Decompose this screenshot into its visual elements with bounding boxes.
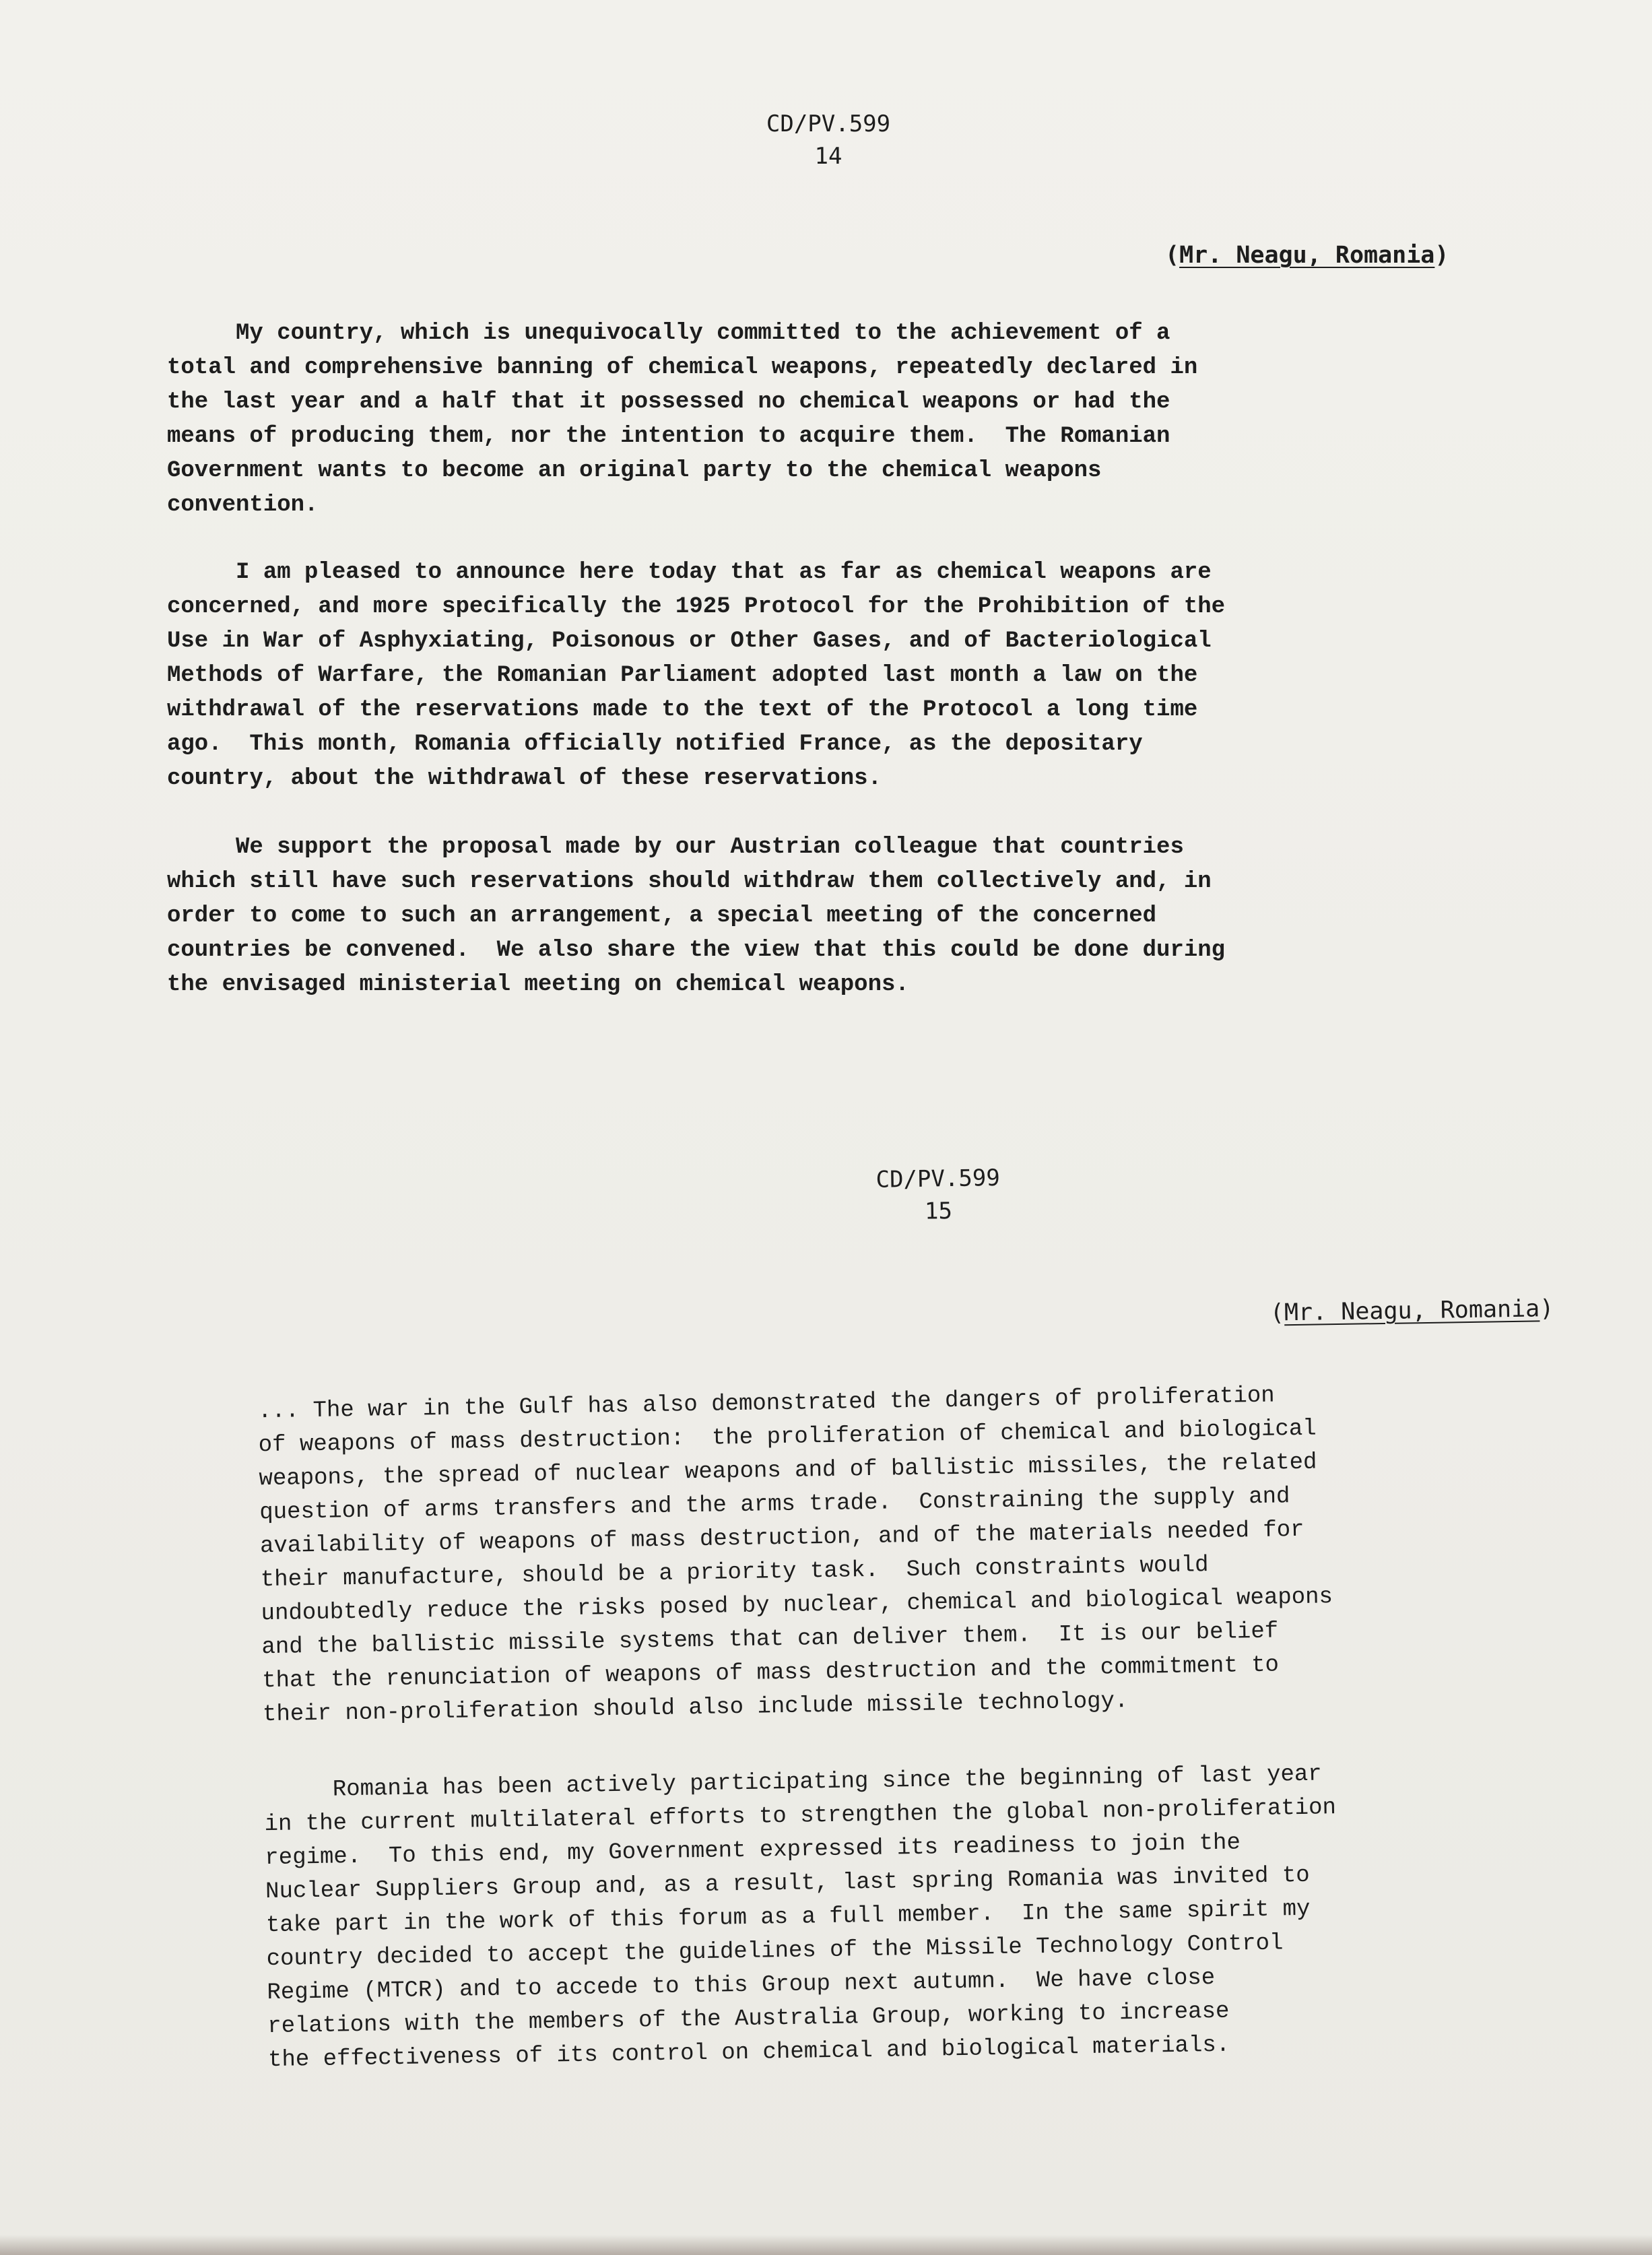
text-line: ... The war in the Gulf has also demonstrated the dangers of proliferation (257, 1383, 1275, 1425)
text-line: We support the proposal made by our Austrian colleague that countries (167, 835, 1184, 860)
page-bottom-edge (0, 2235, 1652, 2255)
text-line: take part in the work of this forum as a full member. In the same spirit my (265, 1896, 1311, 1939)
text-line: Methods of Warfare, the Romanian Parliament adopted last month a law on the (167, 663, 1198, 688)
text-line: country decided to accept the guidelines of the Missile Technology Control (266, 1930, 1284, 1973)
text-line: their non-proliferation should also include missile technology. (262, 1688, 1129, 1728)
text-line: question of arms transfers and the arms trade. Constraining the supply and (259, 1484, 1290, 1526)
document-code: CD/PV.599 (875, 1164, 1001, 1194)
text-line: total and comprehensive banning of chemical weapons, repeatedly declared in (167, 355, 1198, 381)
text-line: availability of weapons of mass destruction, and of the materials needed for (259, 1517, 1304, 1560)
text-line: Use in War of Asphyxiating, Poisonous or Other Gases, and of Bacteriological (167, 628, 1212, 654)
text-line: Government wants to become an original party to the chemical weapons (167, 458, 1102, 484)
document-code: CD/PV.599 (766, 110, 891, 137)
paragraph (263, 1757, 1340, 2077)
text-line: of weapons of mass destruction: the proliferation of chemical and biological (258, 1416, 1317, 1459)
text-line: in the current multilateral efforts to strengthen the global non-proliferation (264, 1795, 1337, 1838)
text-line: the effectiveness of its control on chemical and biological materials. (267, 2032, 1230, 2074)
text-line: the envisaged ministerial meeting on chemical weapons. (167, 972, 909, 998)
text-line: convention. (167, 492, 319, 518)
paragraph (258, 1378, 1335, 1732)
text-line: ago. This month, Romania officially notified France, as the depositary (167, 731, 1143, 757)
speaker-name: Mr. Neagu, Romania (1284, 1295, 1540, 1327)
text-line: their manufacture, should be a priority task. Such constraints would (260, 1553, 1209, 1594)
text-line: regime. To this end, my Government expressed its readiness to join the (265, 1830, 1241, 1872)
text-line: withdrawal of the reservations made to the text of the Protocol a long time (167, 697, 1198, 723)
text-line: Regime (MTCR) and to accede to this Group next autumn. We have close (267, 1965, 1216, 2006)
speaker-attribution: (Mr. Neagu, Romania) (1269, 1295, 1554, 1327)
text-line: weapons, the spread of nuclear weapons and of ballistic missiles, the related (259, 1449, 1317, 1493)
text-line: My country, which is unequivocally committed to the achievement of a (167, 321, 1170, 346)
text-line: I am pleased to announce here today that as far as chemical weapons are (167, 560, 1212, 585)
speaker-name: Mr. Neagu, Romania (1179, 242, 1435, 269)
text-line: the last year and a half that it possessed no chemical weapons or had the (167, 389, 1170, 415)
speaker-attribution: (Mr. Neagu, Romania) (1165, 242, 1449, 269)
text-line: Romania has been actively participating since the beginning of last year (263, 1761, 1322, 1804)
text-line: country, about the withdrawal of these reservations. (167, 766, 882, 791)
text-line: undoubtedly reduce the risks posed by nuclear, chemical and biological weapons (261, 1584, 1333, 1627)
text-line: relations with the members of the Australia Group, working to increase (267, 1998, 1230, 2040)
text-line: means of producing them, nor the intention to acquire them. The Romanian (167, 424, 1170, 449)
text-line: which still have such reservations should withdraw them collectively and, in (167, 869, 1212, 894)
text-line: countries be convened. We also share the view that this could be done during (167, 938, 1226, 963)
text-line: and the ballistic missile systems that can deliver them. It is our belief (261, 1619, 1279, 1661)
text-line: concerned, and more specifically the 1925 Protocol for the Prohibition of the (167, 594, 1226, 620)
page-number: 14 (814, 143, 842, 170)
text-line: Nuclear Suppliers Group and, as a result, last spring Romania was invited to (265, 1862, 1310, 1905)
text-line: order to come to such an arrangement, a special meeting of the concerned (167, 903, 1157, 929)
page-number: 15 (924, 1198, 953, 1225)
text-line: that the renunciation of weapons of mass destruction and the commitment to (261, 1652, 1280, 1695)
document-reference (836, 1161, 1039, 1229)
